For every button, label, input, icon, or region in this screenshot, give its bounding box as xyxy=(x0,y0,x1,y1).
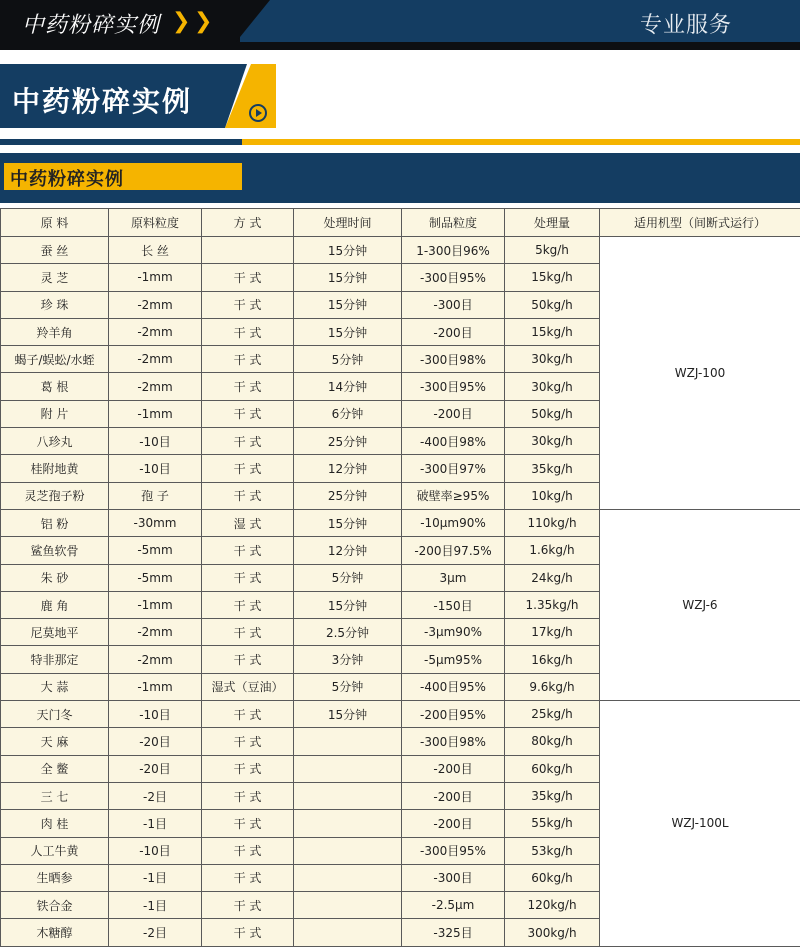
table-cell: 蚕 丝 xyxy=(1,237,109,264)
column-header: 处理时间 xyxy=(294,209,402,237)
table-cell: 特非那定 xyxy=(1,646,109,673)
table-cell: 湿 式 xyxy=(202,509,294,536)
column-header: 原 料 xyxy=(1,209,109,237)
table-cell: -400目95% xyxy=(402,673,505,700)
table-cell: -300目 xyxy=(402,864,505,891)
table-cell: 15分钟 xyxy=(294,318,402,345)
table-cell: 15分钟 xyxy=(294,291,402,318)
table-cell: 全 鳖 xyxy=(1,755,109,782)
table-cell: 羚羊角 xyxy=(1,318,109,345)
section-title: 中药粉碎实例 xyxy=(12,85,193,118)
table-cell: 15分钟 xyxy=(294,509,402,536)
table-cell: -5mm xyxy=(109,537,202,564)
table-cell: -200目 xyxy=(402,782,505,809)
table-cell: -1mm xyxy=(109,591,202,618)
table-cell: 干 式 xyxy=(202,755,294,782)
table-cell: -300目95% xyxy=(402,264,505,291)
table-cell: 6分钟 xyxy=(294,400,402,427)
table-cell: 灵芝孢子粉 xyxy=(1,482,109,509)
table-cell: 35kg/h xyxy=(505,455,600,482)
table-cell: -200目97.5% xyxy=(402,537,505,564)
table-cell: 肉 桂 xyxy=(1,810,109,837)
table-cell xyxy=(294,864,402,891)
table-cell: -10目 xyxy=(109,837,202,864)
table-cell: 12分钟 xyxy=(294,537,402,564)
table-cell: -2目 xyxy=(109,782,202,809)
table-cell: -30mm xyxy=(109,509,202,536)
table-cell: -2.5μm xyxy=(402,892,505,919)
table-cell: 15kg/h xyxy=(505,264,600,291)
table-cell: 干 式 xyxy=(202,728,294,755)
table-cell: 35kg/h xyxy=(505,782,600,809)
table-cell: 木糖醇 xyxy=(1,919,109,946)
table-cell: 天 麻 xyxy=(1,728,109,755)
table-cell: 干 式 xyxy=(202,564,294,591)
table-cell: -10目 xyxy=(109,428,202,455)
table-cell: 干 式 xyxy=(202,701,294,728)
table-cell: 尼莫地平 xyxy=(1,619,109,646)
table-cell xyxy=(294,919,402,946)
service-link[interactable]: 专业服务 xyxy=(639,13,732,38)
table-cell: 干 式 xyxy=(202,591,294,618)
table-cell: -1mm xyxy=(109,264,202,291)
table-cell: 1-300目96% xyxy=(402,237,505,264)
table-cell xyxy=(202,237,294,264)
table-cell: -20目 xyxy=(109,755,202,782)
table-cell: 5分钟 xyxy=(294,346,402,373)
table-cell: 长 丝 xyxy=(109,237,202,264)
table-cell: 5分钟 xyxy=(294,564,402,591)
sub-band xyxy=(0,153,800,203)
table-cell: 60kg/h xyxy=(505,755,600,782)
table-cell: -200目 xyxy=(402,755,505,782)
table-cell: 干 式 xyxy=(202,810,294,837)
banner-bottom-strip xyxy=(0,42,800,50)
top-banner xyxy=(0,0,800,50)
chevron-right-icon: ❯ xyxy=(194,9,213,34)
table-cell: -400目98% xyxy=(402,428,505,455)
machine-model-cell: WZJ-6 xyxy=(600,509,800,700)
table-cell: -300目98% xyxy=(402,728,505,755)
table-cell: 3μm xyxy=(402,564,505,591)
table-cell: -300目98% xyxy=(402,346,505,373)
table-cell: -5μm95% xyxy=(402,646,505,673)
table-cell: 5分钟 xyxy=(294,673,402,700)
table-cell xyxy=(294,892,402,919)
table-cell: -200目 xyxy=(402,400,505,427)
table-cell: 1.35kg/h xyxy=(505,591,600,618)
table-cell: 15分钟 xyxy=(294,591,402,618)
table-cell: 干 式 xyxy=(202,455,294,482)
section-header xyxy=(0,64,276,128)
divider-accent xyxy=(0,139,242,145)
table-cell: 干 式 xyxy=(202,837,294,864)
table-cell: 60kg/h xyxy=(505,864,600,891)
table-cell: -5mm xyxy=(109,564,202,591)
pulverizing-table xyxy=(0,208,800,947)
table-cell: 三 七 xyxy=(1,782,109,809)
table-cell: 9.6kg/h xyxy=(505,673,600,700)
table-cell: -2目 xyxy=(109,919,202,946)
table-cell: 孢 子 xyxy=(109,482,202,509)
table-cell: 灵 芝 xyxy=(1,264,109,291)
table-cell xyxy=(294,728,402,755)
table-cell: -300目95% xyxy=(402,373,505,400)
table-cell: 25分钟 xyxy=(294,428,402,455)
table-cell: 干 式 xyxy=(202,646,294,673)
table-cell: 110kg/h xyxy=(505,509,600,536)
table-cell xyxy=(294,810,402,837)
column-header: 制品粒度 xyxy=(402,209,505,237)
table-cell: 朱 砂 xyxy=(1,564,109,591)
column-header: 原料粒度 xyxy=(109,209,202,237)
table-cell: 干 式 xyxy=(202,264,294,291)
table-cell: 干 式 xyxy=(202,782,294,809)
sub-title-tag xyxy=(4,163,242,190)
table-cell: -3μm90% xyxy=(402,619,505,646)
table-cell: 25kg/h xyxy=(505,701,600,728)
table-cell: 3分钟 xyxy=(294,646,402,673)
table-cell: -2mm xyxy=(109,373,202,400)
table-cell: 1.6kg/h xyxy=(505,537,600,564)
table-cell: 50kg/h xyxy=(505,400,600,427)
table-cell: 2.5分钟 xyxy=(294,619,402,646)
table-cell: -300目 xyxy=(402,291,505,318)
machine-model-cell: WZJ-100L xyxy=(600,701,800,947)
table-cell: 300kg/h xyxy=(505,919,600,946)
column-header: 适用机型（间断式运行） xyxy=(600,209,800,237)
table-cell: -2mm xyxy=(109,318,202,345)
table-cell: -1目 xyxy=(109,864,202,891)
table-row xyxy=(1,509,800,536)
table-cell: 铝 粉 xyxy=(1,509,109,536)
table-cell: 珍 珠 xyxy=(1,291,109,318)
table-cell: 12分钟 xyxy=(294,455,402,482)
table-cell: 15分钟 xyxy=(294,264,402,291)
table-cell: 120kg/h xyxy=(505,892,600,919)
chevron-right-icon: ❯ xyxy=(172,9,191,34)
table-cell: 鲨鱼软骨 xyxy=(1,537,109,564)
table-cell: 50kg/h xyxy=(505,291,600,318)
table-cell: 干 式 xyxy=(202,400,294,427)
table-cell: 24kg/h xyxy=(505,564,600,591)
table-cell: 鹿 角 xyxy=(1,591,109,618)
column-header: 方 式 xyxy=(202,209,294,237)
table-cell: -325目 xyxy=(402,919,505,946)
table-cell: 14分钟 xyxy=(294,373,402,400)
table-cell: -200目 xyxy=(402,810,505,837)
table-cell: 30kg/h xyxy=(505,373,600,400)
table-cell: -300目97% xyxy=(402,455,505,482)
table-cell: -1目 xyxy=(109,892,202,919)
table-cell: 16kg/h xyxy=(505,646,600,673)
table-cell: 铁合金 xyxy=(1,892,109,919)
table-cell: -2mm xyxy=(109,346,202,373)
table-cell: -2mm xyxy=(109,646,202,673)
table-cell: 附 片 xyxy=(1,400,109,427)
table-cell: -200目95% xyxy=(402,701,505,728)
table-cell: -1mm xyxy=(109,400,202,427)
table-cell: 干 式 xyxy=(202,892,294,919)
arrow-circle-icon[interactable] xyxy=(249,104,267,122)
table-cell: -2mm xyxy=(109,619,202,646)
table-cell: 5kg/h xyxy=(505,237,600,264)
sub-title: 中药粉碎实例 xyxy=(10,169,124,190)
table-cell: 大 蒜 xyxy=(1,673,109,700)
table-cell: 10kg/h xyxy=(505,482,600,509)
table-cell: 80kg/h xyxy=(505,728,600,755)
table-cell: 25分钟 xyxy=(294,482,402,509)
table-cell: 30kg/h xyxy=(505,428,600,455)
table-cell: -2mm xyxy=(109,291,202,318)
table-cell: -10目 xyxy=(109,701,202,728)
table-cell: 17kg/h xyxy=(505,619,600,646)
table-cell: 15分钟 xyxy=(294,237,402,264)
table-cell: 干 式 xyxy=(202,919,294,946)
table-row xyxy=(1,701,800,728)
table-cell: 干 式 xyxy=(202,537,294,564)
table-cell: -10目 xyxy=(109,455,202,482)
table-cell: -150目 xyxy=(402,591,505,618)
table-cell: -20目 xyxy=(109,728,202,755)
table-cell: 桂附地黄 xyxy=(1,455,109,482)
table-cell: 干 式 xyxy=(202,619,294,646)
table-cell: -300目95% xyxy=(402,837,505,864)
table-cell: 湿式（豆油） xyxy=(202,673,294,700)
table-cell: -1目 xyxy=(109,810,202,837)
table-cell xyxy=(294,782,402,809)
table-cell: 55kg/h xyxy=(505,810,600,837)
table-cell: 15kg/h xyxy=(505,318,600,345)
banner-dark-slant xyxy=(236,0,270,42)
table-cell: 30kg/h xyxy=(505,346,600,373)
table-cell: 15分钟 xyxy=(294,701,402,728)
table-cell: 干 式 xyxy=(202,428,294,455)
table-cell: -10μm90% xyxy=(402,509,505,536)
table-cell: 干 式 xyxy=(202,291,294,318)
table-row xyxy=(1,237,800,264)
table-cell: 破壁率≥95% xyxy=(402,482,505,509)
column-header: 处理量 xyxy=(505,209,600,237)
table-cell: 天门冬 xyxy=(1,701,109,728)
table-cell: 干 式 xyxy=(202,346,294,373)
table-cell: 人工牛黄 xyxy=(1,837,109,864)
table-cell xyxy=(294,837,402,864)
table-cell: 葛 根 xyxy=(1,373,109,400)
divider xyxy=(0,139,800,145)
table-cell: 八珍丸 xyxy=(1,428,109,455)
table-cell: 53kg/h xyxy=(505,837,600,864)
machine-model-cell: WZJ-100 xyxy=(600,237,800,510)
table-header-row xyxy=(1,209,800,237)
table-cell: -1mm xyxy=(109,673,202,700)
banner-title: 中药粉碎实例 xyxy=(22,13,161,38)
table-cell xyxy=(294,755,402,782)
table-cell: 干 式 xyxy=(202,373,294,400)
table-cell: -200目 xyxy=(402,318,505,345)
table-cell: 蝎子/蜈蚣/水蛭 xyxy=(1,346,109,373)
table-cell: 干 式 xyxy=(202,482,294,509)
table-cell: 干 式 xyxy=(202,864,294,891)
table-cell: 干 式 xyxy=(202,318,294,345)
table-cell: 生晒参 xyxy=(1,864,109,891)
